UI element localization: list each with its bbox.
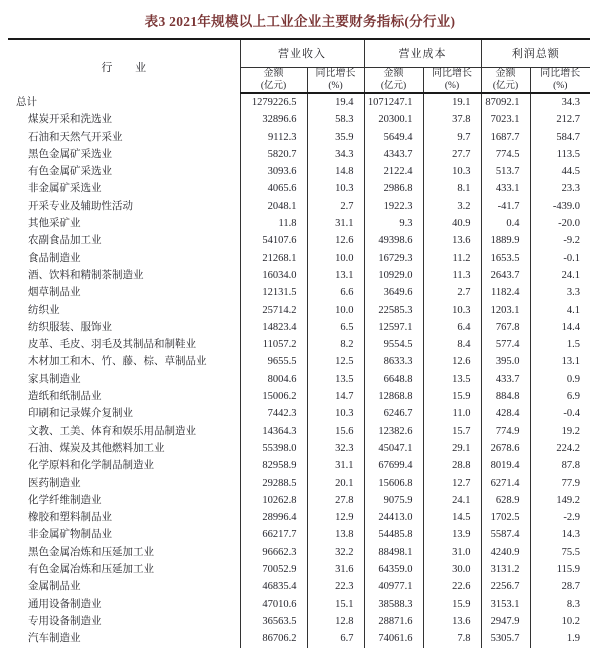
column-group-operating-revenue: 营业收入 [240,39,364,67]
cost-amount-cell: 15606.8 [364,475,423,492]
revenue-amount-cell: 36563.5 [240,613,307,630]
cost-amount-cell: 9554.5 [364,336,423,353]
cost-amount-cell: 6648.8 [364,371,423,388]
profit-growth-cell: 77.9 [530,475,590,492]
cost-amount-cell: 28871.6 [364,613,423,630]
revenue-amount-cell: 82958.9 [240,457,307,474]
cost-growth-cell: 12.7 [423,475,481,492]
cost-amount-cell: 1071247.1 [364,93,423,111]
revenue-growth-cell: 13.8 [307,526,364,543]
cost-growth-cell: 13.6 [423,613,481,630]
table-row [8,163,590,180]
revenue-growth-cell: 12.9 [307,509,364,526]
table-row [8,284,590,301]
table-row [8,146,590,163]
profit-amount-cell: 433.7 [481,371,530,388]
table-row [8,423,590,440]
growth-unit-label: (%) [328,80,343,91]
cost-amount-cell: 24413.0 [364,509,423,526]
cost-amount-cell: 38588.3 [364,596,423,613]
cost-growth-cell: 15.9 [423,596,481,613]
amount-unit-label: (亿元) [260,80,287,91]
industry-name-cell: 非金属矿采选业 [28,183,102,195]
profit-growth-cell: 0.9 [530,371,590,388]
revenue-amount-cell: 25714.2 [240,302,307,319]
industry-name-cell: 非金属矿物制品业 [28,529,112,541]
revenue-growth-cell: 15.6 [307,423,364,440]
revenue-amount-cell: 46835.4 [240,578,307,595]
revenue-growth-cell: 6.7 [307,630,364,647]
cost-growth-cell: 13.6 [423,232,481,249]
cost-amount-cell: 12382.6 [364,423,423,440]
profit-growth-cell: 19.2 [530,423,590,440]
table-row [8,371,590,388]
profit-growth-cell: -0.4 [530,405,590,422]
table-row [8,578,590,595]
growth-unit-label: (%) [553,80,568,91]
industry-name-cell: 木材加工和木、竹、藤、棕、草制品业 [28,356,207,368]
revenue-growth-cell: 12.8 [307,613,364,630]
profit-growth-cell: 34.3 [530,93,590,111]
profit-growth-cell: 14.4 [530,319,590,336]
revenue-growth-cell: 58.3 [307,111,364,128]
profit-growth-cell: 3.3 [530,284,590,301]
amount-label: 金额 [263,67,284,79]
revenue-amount-cell: 86706.2 [240,630,307,647]
cost-growth-cell: 11.2 [423,250,481,267]
cost-growth-cell: 6.4 [423,319,481,336]
profit-amount-cell: 628.9 [481,492,530,509]
table-row [8,353,590,370]
revenue-growth-cell: 20.1 [307,475,364,492]
profit-growth-cell: 1.5 [530,336,590,353]
table-row [8,336,590,353]
revenue-growth-cell: 31.6 [307,561,364,578]
table-row [8,319,590,336]
cost-growth-cell: 14.5 [423,509,481,526]
cost-growth-cell: 29.1 [423,440,481,457]
revenue-growth-cell: 27.8 [307,492,364,509]
revenue-growth-cell: 32.2 [307,544,364,561]
industry-name-cell: 食品制造业 [28,252,81,264]
profit-growth-cell: 8.3 [530,596,590,613]
group-header-row [8,39,590,67]
cost-growth-cell: 7.8 [423,630,481,647]
revenue-growth-cell: 35.9 [307,129,364,146]
cost-amount-cell: 74061.6 [364,630,423,647]
profit-amount-cell: 7023.1 [481,111,530,128]
table-body [8,93,590,648]
profit-growth-cell: 6.9 [530,388,590,405]
cost-growth-cell: 3.2 [423,198,481,215]
revenue-amount-cell: 15006.2 [240,388,307,405]
profit-growth-cell: 1.9 [530,630,590,647]
cost-amount-cell: 8633.3 [364,353,423,370]
column-header-cost-growth [423,67,481,93]
industry-name-cell: 皮革、毛皮、羽毛及其制品和制鞋业 [28,339,196,351]
revenue-amount-cell: 10262.8 [240,492,307,509]
revenue-growth-cell: 22.3 [307,578,364,595]
revenue-growth-cell: 32.3 [307,440,364,457]
revenue-amount-cell: 8004.6 [240,371,307,388]
industry-name-cell: 专用设备制造业 [28,615,102,627]
profit-growth-cell: 13.1 [530,353,590,370]
table-row [8,492,590,509]
table-header [8,39,590,93]
revenue-amount-cell: 47010.6 [240,596,307,613]
cost-amount-cell: 49398.6 [364,232,423,249]
table-row [8,613,590,630]
industry-name-cell: 医药制造业 [28,477,81,489]
profit-amount-cell: 1889.9 [481,232,530,249]
industry-name-cell: 农副食品加工业 [28,235,102,247]
industry-name-cell: 家具制造业 [28,373,81,385]
profit-growth-cell: -9.2 [530,232,590,249]
table-row [8,457,590,474]
revenue-growth-cell: 13.5 [307,371,364,388]
revenue-growth-cell: 31.1 [307,457,364,474]
cost-growth-cell: 28.8 [423,457,481,474]
cost-growth-cell: 15.9 [423,388,481,405]
amount-unit-label: (亿元) [380,80,407,91]
cost-growth-cell: 19.1 [423,93,481,111]
profit-amount-cell: 767.8 [481,319,530,336]
industry-name-cell: 有色金属矿采选业 [28,166,112,178]
profit-amount-cell: 5305.7 [481,630,530,647]
revenue-growth-cell: 10.3 [307,405,364,422]
table-row [8,544,590,561]
profit-growth-cell: 584.7 [530,129,590,146]
industry-name-cell: 石油和天然气开采业 [28,131,123,143]
revenue-amount-cell: 11057.2 [240,336,307,353]
revenue-growth-cell: 13.1 [307,267,364,284]
profit-growth-cell: 113.5 [530,146,590,163]
revenue-amount-cell: 29288.5 [240,475,307,492]
cost-growth-cell: 30.0 [423,561,481,578]
revenue-growth-cell: 6.6 [307,284,364,301]
revenue-amount-cell: 32896.6 [240,111,307,128]
revenue-amount-cell: 14364.3 [240,423,307,440]
industry-name-cell: 纺织业 [28,304,60,316]
cost-amount-cell: 9075.9 [364,492,423,509]
revenue-amount-cell: 55398.0 [240,440,307,457]
page-title: 表3 2021年规模以上工业企业主要财务指标(分行业) [144,14,456,29]
cost-amount-cell: 6246.7 [364,405,423,422]
revenue-amount-cell: 5820.7 [240,146,307,163]
industry-name-cell: 化学原料和化学制品制造业 [28,460,154,472]
table-row [8,509,590,526]
profit-amount-cell: -41.7 [481,198,530,215]
cost-amount-cell: 3649.6 [364,284,423,301]
table-row [8,561,590,578]
cost-growth-cell: 11.3 [423,267,481,284]
revenue-growth-cell: 10.0 [307,302,364,319]
cost-amount-cell: 10929.0 [364,267,423,284]
profit-growth-cell: -2.9 [530,509,590,526]
revenue-amount-cell: 16034.0 [240,267,307,284]
revenue-amount-cell: 2048.1 [240,198,307,215]
profit-growth-cell: 28.7 [530,578,590,595]
profit-amount-cell: 2643.7 [481,267,530,284]
amount-label: 金额 [383,67,404,79]
profit-amount-cell: 4240.9 [481,544,530,561]
cost-amount-cell: 5649.4 [364,129,423,146]
table-row [8,215,590,232]
revenue-amount-cell: 12131.5 [240,284,307,301]
profit-growth-cell: 10.2 [530,613,590,630]
industry-name-cell: 通用设备制造业 [28,598,102,610]
revenue-growth-cell: 2.7 [307,198,364,215]
revenue-amount-cell: 70052.9 [240,561,307,578]
cost-growth-cell: 11.0 [423,405,481,422]
cost-growth-cell: 9.7 [423,129,481,146]
profit-amount-cell: 395.0 [481,353,530,370]
industry-name-cell: 煤炭开采和洗选业 [28,114,112,126]
industry-name-cell: 酒、饮料和精制茶制造业 [28,269,144,281]
industry-name-cell: 橡胶和塑料制品业 [28,512,112,524]
revenue-amount-cell: 11.8 [240,215,307,232]
cost-amount-cell: 2122.4 [364,163,423,180]
industry-name-cell: 黑色金属冶炼和压延加工业 [28,546,154,558]
cost-amount-cell: 45047.1 [364,440,423,457]
column-group-total-profit: 利润总额 [481,39,590,67]
table-row [8,232,590,249]
column-group-operating-cost: 营业成本 [364,39,481,67]
cost-growth-cell: 40.9 [423,215,481,232]
cost-growth-cell: 10.3 [423,163,481,180]
table-row [8,250,590,267]
profit-growth-cell: 224.2 [530,440,590,457]
cost-growth-cell: 22.6 [423,578,481,595]
cost-growth-cell: 12.6 [423,353,481,370]
profit-growth-cell: 149.2 [530,492,590,509]
revenue-growth-cell: 12.5 [307,353,364,370]
profit-amount-cell: 1702.5 [481,509,530,526]
profit-amount-cell: 774.9 [481,423,530,440]
revenue-amount-cell: 96662.3 [240,544,307,561]
table-row [8,388,590,405]
revenue-amount-cell: 4065.6 [240,180,307,197]
profit-growth-cell: 115.9 [530,561,590,578]
profit-amount-cell: 8019.4 [481,457,530,474]
profit-growth-cell: 87.8 [530,457,590,474]
industry-name-cell: 其他采矿业 [28,218,81,230]
cost-amount-cell: 88498.1 [364,544,423,561]
revenue-amount-cell: 66217.7 [240,526,307,543]
column-header-revenue-growth [307,67,364,93]
growth-label: 同比增长 [432,67,472,79]
revenue-amount-cell: 54107.6 [240,232,307,249]
cost-amount-cell: 40977.1 [364,578,423,595]
revenue-growth-cell: 19.4 [307,93,364,111]
cost-growth-cell: 2.7 [423,284,481,301]
cost-amount-cell: 1922.3 [364,198,423,215]
profit-growth-cell: 75.5 [530,544,590,561]
cost-amount-cell: 12597.1 [364,319,423,336]
profit-growth-cell: 24.1 [530,267,590,284]
profit-amount-cell: 513.7 [481,163,530,180]
financial-indicators-table [8,38,590,648]
table-row [8,111,590,128]
cost-growth-cell: 13.9 [423,526,481,543]
profit-growth-cell: 23.3 [530,180,590,197]
cost-amount-cell: 67699.4 [364,457,423,474]
table-row [8,267,590,284]
table-row [8,129,590,146]
table-row [8,630,590,647]
table-row [8,526,590,543]
industry-name-cell: 石油、煤炭及其他燃料加工业 [28,442,165,454]
profit-growth-cell: 44.5 [530,163,590,180]
cost-amount-cell: 20300.1 [364,111,423,128]
revenue-amount-cell: 14823.4 [240,319,307,336]
growth-unit-label: (%) [444,80,460,91]
industry-name-cell: 纺织服装、服饰业 [28,321,112,333]
industry-name-cell: 汽车制造业 [28,633,81,645]
table-row [8,180,590,197]
profit-amount-cell: 1182.4 [481,284,530,301]
revenue-growth-cell: 10.0 [307,250,364,267]
revenue-amount-cell: 7442.3 [240,405,307,422]
profit-growth-cell: -0.1 [530,250,590,267]
profit-amount-cell: 0.4 [481,215,530,232]
profit-amount-cell: 1687.7 [481,129,530,146]
revenue-growth-cell: 15.1 [307,596,364,613]
profit-amount-cell: 3131.2 [481,561,530,578]
industry-name-cell: 烟草制品业 [28,287,81,299]
profit-amount-cell: 577.4 [481,336,530,353]
profit-amount-cell: 2947.9 [481,613,530,630]
revenue-growth-cell: 6.5 [307,319,364,336]
revenue-growth-cell: 34.3 [307,146,364,163]
profit-amount-cell: 2256.7 [481,578,530,595]
cost-growth-cell: 27.7 [423,146,481,163]
column-header-industry: 行 业 [101,61,157,74]
revenue-amount-cell: 21268.1 [240,250,307,267]
cost-growth-cell: 15.7 [423,423,481,440]
cost-amount-cell: 54485.8 [364,526,423,543]
profit-amount-cell: 774.5 [481,146,530,163]
industry-name-cell: 有色金属冶炼和压延加工业 [28,564,154,576]
cost-amount-cell: 16729.3 [364,250,423,267]
revenue-growth-cell: 10.3 [307,180,364,197]
profit-amount-cell: 5587.4 [481,526,530,543]
amount-label: 金额 [495,67,516,79]
growth-label: 同比增长 [540,67,581,79]
table-row [8,198,590,215]
revenue-growth-cell: 14.7 [307,388,364,405]
profit-amount-cell: 6271.4 [481,475,530,492]
profit-growth-cell: 4.1 [530,302,590,319]
cost-growth-cell: 8.1 [423,180,481,197]
cost-growth-cell: 31.0 [423,544,481,561]
revenue-growth-cell: 8.2 [307,336,364,353]
industry-name-cell: 总计 [16,96,37,108]
profit-amount-cell: 433.1 [481,180,530,197]
profit-amount-cell: 884.8 [481,388,530,405]
revenue-amount-cell: 9655.5 [240,353,307,370]
cost-growth-cell: 24.1 [423,492,481,509]
revenue-amount-cell: 28996.4 [240,509,307,526]
column-header-revenue-amount [240,67,307,93]
industry-name-cell: 化学纤维制造业 [28,494,102,506]
column-header-profit-amount [481,67,530,93]
table-row [8,93,590,111]
industry-name-cell: 开采专业及辅助性活动 [28,200,133,212]
revenue-amount-cell: 1279226.5 [240,93,307,111]
cost-amount-cell: 9.3 [364,215,423,232]
table-row [8,302,590,319]
industry-name-cell: 文教、工美、体育和娱乐用品制造业 [28,425,196,437]
profit-growth-cell: 212.7 [530,111,590,128]
cost-growth-cell: 10.3 [423,302,481,319]
industry-name-cell: 造纸和纸制品业 [28,391,102,403]
profit-amount-cell: 2678.6 [481,440,530,457]
cost-amount-cell: 4343.7 [364,146,423,163]
table-row [8,440,590,457]
profit-amount-cell: 428.4 [481,405,530,422]
profit-amount-cell: 87092.1 [481,93,530,111]
industry-name-cell: 印刷和记录媒介复制业 [28,408,133,420]
revenue-amount-cell: 3093.6 [240,163,307,180]
cost-amount-cell: 2986.8 [364,180,423,197]
table-row [8,596,590,613]
profit-amount-cell: 3153.1 [481,596,530,613]
industry-name-cell: 金属制品业 [28,581,81,593]
cost-amount-cell: 12868.8 [364,388,423,405]
profit-amount-cell: 1653.5 [481,250,530,267]
cost-amount-cell: 22585.3 [364,302,423,319]
amount-unit-label: (亿元) [492,80,519,91]
revenue-growth-cell: 14.8 [307,163,364,180]
cost-amount-cell: 64359.0 [364,561,423,578]
profit-growth-cell: -20.0 [530,215,590,232]
revenue-growth-cell: 31.1 [307,215,364,232]
revenue-growth-cell: 12.6 [307,232,364,249]
profit-growth-cell: 14.3 [530,526,590,543]
revenue-amount-cell: 9112.3 [240,129,307,146]
table-row [8,475,590,492]
growth-label: 同比增长 [315,67,356,79]
cost-growth-cell: 13.5 [423,371,481,388]
table-row [8,405,590,422]
industry-name-cell: 黑色金属矿采选业 [28,148,112,160]
cost-growth-cell: 37.8 [423,111,481,128]
profit-growth-cell: -439.0 [530,198,590,215]
cost-growth-cell: 8.4 [423,336,481,353]
profit-amount-cell: 1203.1 [481,302,530,319]
column-header-profit-growth [530,67,590,93]
column-header-cost-amount [364,67,423,93]
